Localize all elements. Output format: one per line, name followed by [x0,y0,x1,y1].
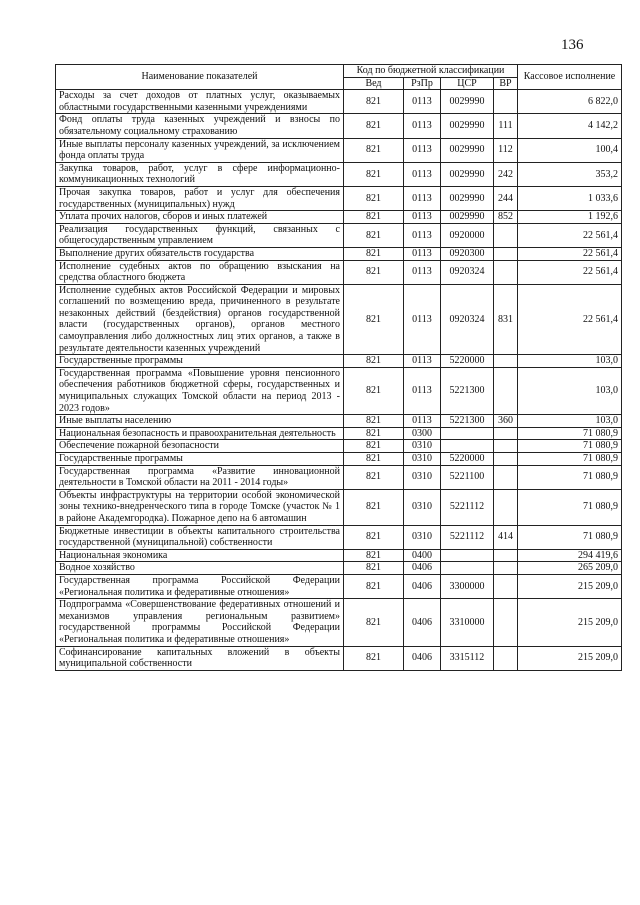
row-ved-cell: 821 [344,90,404,114]
row-name-cell: Государственная программа «Повышение уровня пенсионного обеспечения работников бюджетной сферы, государственных и муниципальных служащих Томской области на период 2013 - 2023 годов» [56,367,344,414]
row-rzpr-cell: 0406 [404,646,441,670]
table-row [56,284,622,355]
row-vr-cell [494,440,518,453]
row-amount-cell: 22 561,4 [518,223,622,247]
row-ved-cell: 821 [344,138,404,162]
row-rzpr-cell: 0113 [404,260,441,284]
row-name-cell: Государственная программа «Развитие инновационной деятельности в Томской области на 2011 - 2014 годы» [56,465,344,489]
row-amount-cell: 71 080,9 [518,427,622,440]
row-name-cell: Закупка товаров, работ, услуг в сфере информационно-коммуникационных технологий [56,162,344,186]
row-csr-cell: 5221112 [441,489,494,525]
row-rzpr-cell: 0310 [404,525,441,549]
row-amount-cell: 103,0 [518,415,622,428]
row-csr-cell: 5221300 [441,367,494,414]
row-rzpr-cell: 0113 [404,138,441,162]
row-vr-cell [494,90,518,114]
row-amount-cell: 103,0 [518,367,622,414]
row-ved-cell: 821 [344,489,404,525]
row-rzpr-cell: 0113 [404,211,441,224]
row-csr-cell: 0029990 [441,186,494,210]
row-ved-cell: 821 [344,574,404,598]
header-cash-execution: Кассовое исполнение [518,65,622,90]
row-name-cell: Софинансирование капитальных вложений в объекты муниципальной собственности [56,646,344,670]
row-amount-cell: 215 209,0 [518,599,622,646]
row-vr-cell [494,549,518,562]
row-ved-cell: 821 [344,599,404,646]
row-ved-cell: 821 [344,355,404,368]
row-rzpr-cell: 0113 [404,415,441,428]
row-name-cell: Уплата прочих налогов, сборов и иных платежей [56,211,344,224]
table-row [56,162,622,186]
row-csr-cell: 5220000 [441,355,494,368]
row-csr-cell: 5221100 [441,465,494,489]
header-csr: ЦСР [441,77,494,90]
row-csr-cell: 0029990 [441,211,494,224]
row-name-cell: Расходы за счет доходов от платных услуг, оказываемых областными государственными казенными учреждениями [56,90,344,114]
row-ved-cell: 821 [344,525,404,549]
row-name-cell: Иные выплаты персоналу казенных учреждений, за исключением фонда оплаты труда [56,138,344,162]
row-csr-cell: 0920300 [441,247,494,260]
table-row [56,186,622,210]
row-rzpr-cell: 0113 [404,284,441,355]
header-budget-classification: Код по бюджетной классификации [344,65,518,78]
row-ved-cell: 821 [344,284,404,355]
row-ved-cell: 821 [344,549,404,562]
row-csr-cell: 0920324 [441,260,494,284]
row-csr-cell [441,549,494,562]
row-vr-cell: 852 [494,211,518,224]
row-ved-cell: 821 [344,453,404,466]
row-vr-cell: 244 [494,186,518,210]
row-name-cell: Иные выплаты населению [56,415,344,428]
row-csr-cell: 0029990 [441,162,494,186]
page-number: 136 [561,37,584,53]
row-rzpr-cell: 0113 [404,186,441,210]
table-row [56,489,622,525]
row-csr-cell: 3300000 [441,574,494,598]
row-vr-cell: 112 [494,138,518,162]
row-name-cell: Объекты инфраструктуры на территории особой экономической зоны технико-внедренческого типа в городе Томске (участок № 1 в районе Академгородка). Пожарное депо на 6 автомашин [56,489,344,525]
row-ved-cell: 821 [344,465,404,489]
row-rzpr-cell: 0113 [404,247,441,260]
row-vr-cell: 242 [494,162,518,186]
row-rzpr-cell: 0310 [404,465,441,489]
row-csr-cell: 5220000 [441,453,494,466]
table-row [56,525,622,549]
table-row [56,114,622,138]
row-vr-cell [494,574,518,598]
row-amount-cell: 71 080,9 [518,440,622,453]
row-rzpr-cell: 0113 [404,355,441,368]
table-row [56,562,622,575]
row-vr-cell [494,465,518,489]
row-name-cell: Фонд оплаты труда казенных учреждений и взносы по обязательному социальному страхованию [56,114,344,138]
header-ved: Вед [344,77,404,90]
row-rzpr-cell: 0310 [404,440,441,453]
row-rzpr-cell: 0113 [404,114,441,138]
row-ved-cell: 821 [344,114,404,138]
header-rzpr: РзПр [404,77,441,90]
row-vr-cell: 414 [494,525,518,549]
row-ved-cell: 821 [344,260,404,284]
table-row [56,440,622,453]
row-vr-cell [494,562,518,575]
row-rzpr-cell: 0113 [404,223,441,247]
row-ved-cell: 821 [344,440,404,453]
table-row [56,453,622,466]
row-amount-cell: 6 822,0 [518,90,622,114]
table-row [56,260,622,284]
row-csr-cell: 3310000 [441,599,494,646]
row-vr-cell: 831 [494,284,518,355]
row-amount-cell: 265 209,0 [518,562,622,575]
table-row [56,211,622,224]
row-ved-cell: 821 [344,646,404,670]
row-amount-cell: 22 561,4 [518,260,622,284]
header-vr: ВР [494,77,518,90]
row-amount-cell: 215 209,0 [518,574,622,598]
table-row [56,247,622,260]
row-rzpr-cell: 0310 [404,489,441,525]
row-amount-cell: 215 209,0 [518,646,622,670]
row-amount-cell: 353,2 [518,162,622,186]
row-csr-cell [441,440,494,453]
row-ved-cell: 821 [344,247,404,260]
row-vr-cell [494,223,518,247]
row-amount-cell: 71 080,9 [518,465,622,489]
row-amount-cell: 1 192,6 [518,211,622,224]
row-rzpr-cell: 0113 [404,90,441,114]
row-csr-cell: 0029990 [441,138,494,162]
row-vr-cell [494,646,518,670]
row-vr-cell: 360 [494,415,518,428]
table-row [56,367,622,414]
row-vr-cell [494,489,518,525]
row-ved-cell: 821 [344,186,404,210]
row-csr-cell: 5221300 [441,415,494,428]
row-amount-cell: 22 561,4 [518,284,622,355]
row-vr-cell [494,260,518,284]
row-vr-cell [494,355,518,368]
row-name-cell: Исполнение судебных актов по обращению взыскания на средства областного бюджета [56,260,344,284]
row-ved-cell: 821 [344,223,404,247]
row-name-cell: Национальная экономика [56,549,344,562]
row-name-cell: Подпрограмма «Совершенствование федеративных отношений и механизмов управления региональным развитием» государственной программы Российской Федерации «Региональная политика и федеративные отношения» [56,599,344,646]
row-vr-cell [494,247,518,260]
row-vr-cell [494,427,518,440]
row-vr-cell [494,367,518,414]
table-row [56,599,622,646]
row-rzpr-cell: 0400 [404,549,441,562]
table-row [56,574,622,598]
row-name-cell: Государственные программы [56,355,344,368]
row-ved-cell: 821 [344,367,404,414]
row-csr-cell: 0920000 [441,223,494,247]
row-ved-cell: 821 [344,562,404,575]
row-name-cell: Реализация государственных функций, связанных с общегосударственным управлением [56,223,344,247]
row-rzpr-cell: 0406 [404,574,441,598]
row-amount-cell: 100,4 [518,138,622,162]
row-ved-cell: 821 [344,415,404,428]
row-amount-cell: 71 080,9 [518,525,622,549]
row-rzpr-cell: 0310 [404,453,441,466]
row-rzpr-cell: 0300 [404,427,441,440]
table-row [56,427,622,440]
row-name-cell: Государственные программы [56,453,344,466]
row-ved-cell: 821 [344,162,404,186]
row-name-cell: Национальная безопасность и правоохранительная деятельность [56,427,344,440]
row-name-cell: Бюджетные инвестиции в объекты капитального строительства государственной (муниципальной) собственности [56,525,344,549]
row-csr-cell: 0029990 [441,114,494,138]
row-amount-cell: 71 080,9 [518,489,622,525]
row-amount-cell: 22 561,4 [518,247,622,260]
row-name-cell: Выполнение других обязательств государства [56,247,344,260]
table-row [56,138,622,162]
row-csr-cell: 5221112 [441,525,494,549]
row-csr-cell [441,562,494,575]
table-row [56,355,622,368]
row-name-cell: Обеспечение пожарной безопасности [56,440,344,453]
row-csr-cell [441,427,494,440]
row-csr-cell: 0029990 [441,90,494,114]
table-row [56,415,622,428]
row-name-cell: Государственная программа Российской Федерации «Региональная политика и федеративные отношения» [56,574,344,598]
header-indicator-name: Наименование показателей [56,65,344,90]
budget-execution-table [55,64,622,671]
row-csr-cell: 0920324 [441,284,494,355]
row-rzpr-cell: 0406 [404,599,441,646]
table-row [56,90,622,114]
row-name-cell: Водное хозяйство [56,562,344,575]
table-row [56,223,622,247]
row-csr-cell: 3315112 [441,646,494,670]
row-rzpr-cell: 0113 [404,367,441,414]
row-amount-cell: 4 142,2 [518,114,622,138]
row-name-cell: Прочая закупка товаров, работ и услуг для обеспечения государственных (муниципальных) нужд [56,186,344,210]
row-rzpr-cell: 0406 [404,562,441,575]
row-vr-cell [494,453,518,466]
row-vr-cell [494,599,518,646]
row-ved-cell: 821 [344,211,404,224]
row-amount-cell: 1 033,6 [518,186,622,210]
row-amount-cell: 294 419,6 [518,549,622,562]
table-row [56,465,622,489]
row-rzpr-cell: 0113 [404,162,441,186]
row-name-cell: Исполнение судебных актов Российской Федерации и мировых соглашений по возмещению вреда, причиненного в результате незаконных действий (бездействия) органов государственной власти (государственных органов), органов местного самоуправления либо должностных лиц этих органов, а также в результате деятельности казенных учреждений [56,284,344,355]
row-amount-cell: 71 080,9 [518,453,622,466]
row-vr-cell: 111 [494,114,518,138]
row-ved-cell: 821 [344,427,404,440]
row-amount-cell: 103,0 [518,355,622,368]
table-row [56,549,622,562]
table-row [56,646,622,670]
